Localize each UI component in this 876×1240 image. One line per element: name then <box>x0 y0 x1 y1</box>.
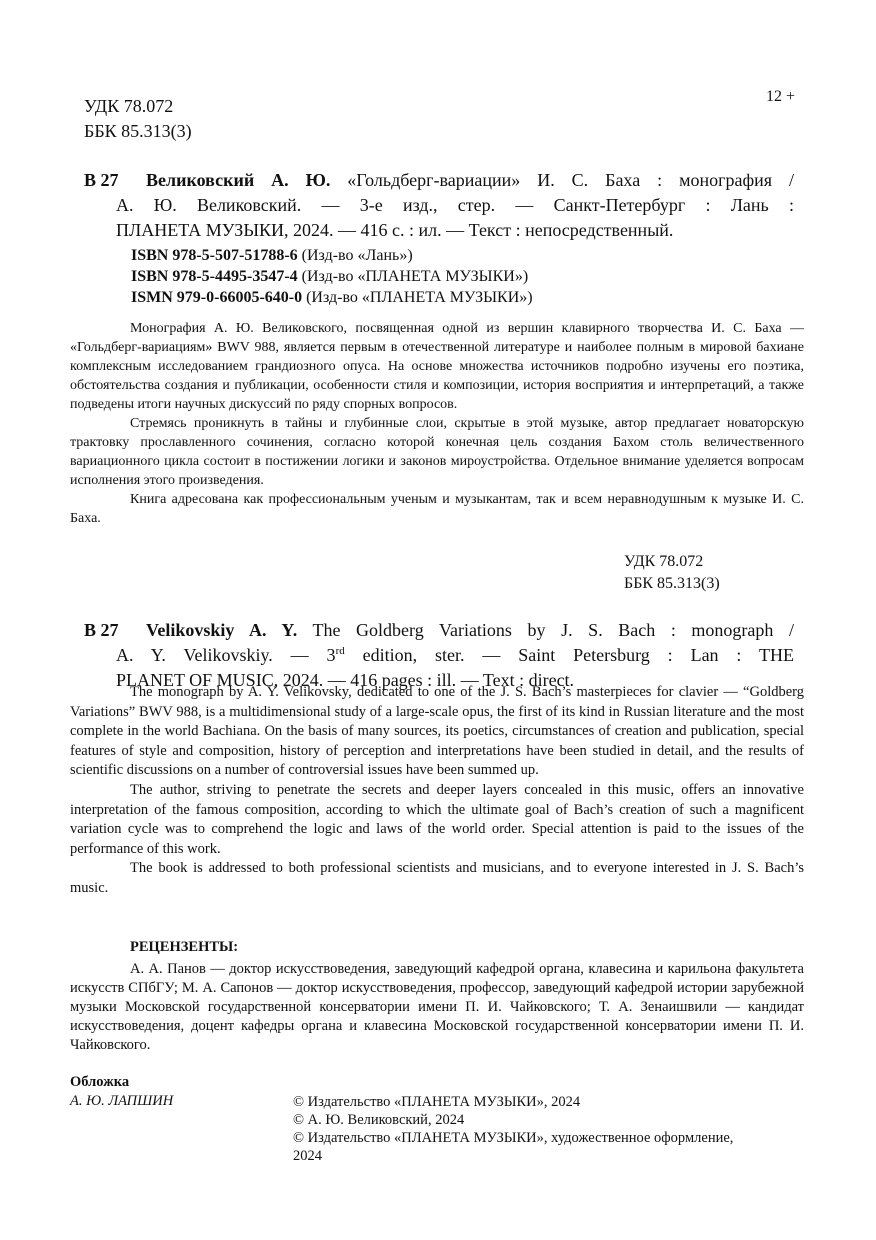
isbn-item: ISMN 979-0-66005-640-0 (Изд-во «ПЛАНЕТА МУЗЫКИ») <box>131 289 533 306</box>
copyright-line: © А. Ю. Великовский, 2024 <box>293 1112 465 1128</box>
age-rating: 12 + <box>766 88 796 105</box>
udk-code: УДК 78.072 <box>624 553 704 570</box>
ru-bibliographic-entry <box>84 168 794 243</box>
abstract-paragraph: Монография А. Ю. Великовского, посвященная одной из вершин клавирного творчества И. С. Баха — «Гольдберг-вариациям» BWV 988, является первым в отечественной литературе и наиболее полным в мировой бахиане комплексным исследованием грандиозного опуса. На основе множества источников подробно изучены его поэтика, обстоятельства создания и публикации, особенности стиля и композиции, история восприятия и интерпретаций, а также подведены итоги научных дискуссий по ряду спорных вопросов. <box>70 321 804 412</box>
abstract-paragraph: The book is addressed to both professional scientists and musicians, and to everyone interested in J. S. Bach’s music. <box>70 860 804 896</box>
isbn-list <box>131 245 533 308</box>
bbk-code: ББК 85.313(3) <box>624 575 720 592</box>
copyright-line: © Издательство «ПЛАНЕТА МУЗЫКИ», художественное оформление, 2024 <box>293 1130 734 1164</box>
isbn-item: ISBN 978-5-507-51788-6 (Изд-во «Лань») <box>131 247 413 264</box>
abstract-paragraph: The author, striving to penetrate the secrets and deeper layers concealed in this music, offers an innovative interpretation of the famous composition, according to which the ultimate goal of Bach’s creation of such a magnificent variation cycle was to comprehend the logic and laws of the world order. Special attention is paid to the issues of the performance of this work. <box>70 781 804 857</box>
author-mark: В 27 <box>84 170 119 190</box>
author-mark: В 27 <box>84 620 119 640</box>
copyright-block <box>293 1093 753 1165</box>
udk-code: УДК 78.072 <box>84 96 174 116</box>
abstract-paragraph: Стремясь проникнуть в тайны и глубинные слои, скрытые в этой музыке, автор предлагает новаторскую трактовку прославленного сочинения, согласно которой конечная цель создания Бахом столь величественного вариационного цикла состоит в постижении логики и законов мироустройства. Отдельное внимание уделяется вопросам исполнения этого произведения. <box>70 416 804 488</box>
title-line: «Гольдберг-вариации» И. С. Баха : монография / <box>330 170 794 190</box>
cover-artist: А. Ю. ЛАПШИН <box>70 1093 174 1109</box>
classification-top <box>84 94 192 144</box>
author-name: Velikovskiy A. Y. <box>146 620 298 640</box>
abstract-paragraph: The monograph by A. Y. Velikovsky, dedicated to one of the J. S. Bach’s masterpieces for clavier — “Goldberg Variations” BWV 988, is a multidimensional study of a large-scale opus, the first of its kind in Russian literature and the most complete in the world Bachiana. On the basis of many sources, its poetics, circumstances of creation and publication, special features of style and composition, history of perception and interpretations have been studied in detail, and the results of scientific discussions on a number of controversial issues have been summed up. <box>70 684 804 779</box>
cover-heading: Обложка <box>70 1074 130 1090</box>
en-bibliographic-entry <box>84 618 794 693</box>
ru-abstract <box>70 319 804 528</box>
publisher-line: ПЛАНЕТА МУЗЫКИ, 2024. — 416 с. : ил. — Текст : непосредственный. <box>116 220 674 240</box>
edition-line: А. Ю. Великовский. — 3-е изд., стер. — Санкт-Петербург : Лань : <box>116 195 794 215</box>
copyright-line: © Издательство «ПЛАНЕТА МУЗЫКИ», 2024 <box>293 1094 581 1110</box>
bbk-code: ББК 85.313(3) <box>84 121 192 141</box>
en-abstract <box>70 683 804 899</box>
reviewers-heading: РЕЦЕНЗЕНТЫ: <box>130 939 239 955</box>
author-name: Великовский А. Ю. <box>146 170 331 190</box>
reviewers-text: А. А. Панов — доктор искусствоведения, заведующий кафедрой органа, клавесина и карильона факультета искусств СПбГУ; М. А. Сапонов — доктор искусствоведения, профессор, заведующий кафедрой истории зарубежной музыки Московской государственной консерватории имени П. И. Чайковского; Т. А. Зенаишвили — кандидат искусствоведения, доцент кафедры органа и клавесина Московской государственной консерватории имени П. И. Чайковского. <box>70 961 804 1053</box>
title-line: The Goldberg Variations by J. S. Bach : monograph / <box>297 620 794 640</box>
classification-mid <box>624 551 720 595</box>
isbn-item: ISBN 978-5-4495-3547-4 (Изд-во «ПЛАНЕТА МУЗЫКИ») <box>131 268 529 285</box>
abstract-paragraph: Книга адресована как профессиональным ученым и музыкантам, так и всем неравнодушным к музыке И. С. Баха. <box>70 492 804 526</box>
publisher-line: PLANET OF MUSIC, 2024. — 416 pages : ill. — Text : direct. <box>116 670 575 690</box>
edition-line: A. Y. Velikovskiy. — 3rd edition, ster. — Saint Petersburg : Lan : THE <box>116 645 794 665</box>
